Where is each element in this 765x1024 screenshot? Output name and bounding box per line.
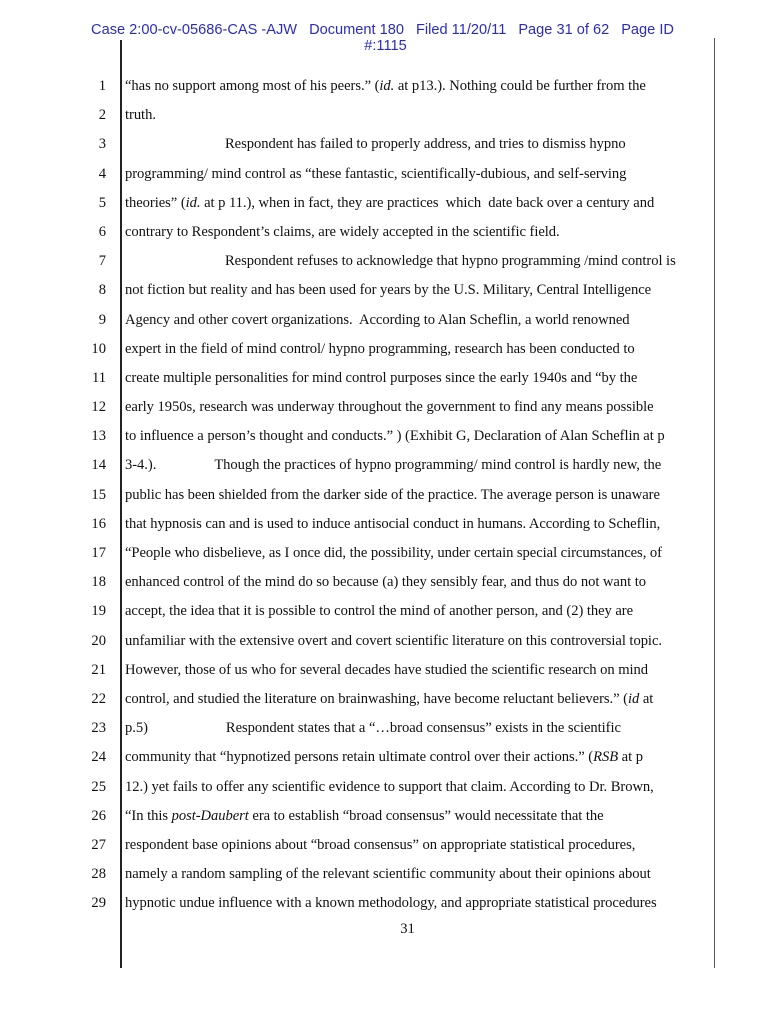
page-id-value: #:1115 <box>364 38 407 54</box>
text-segment: at p <box>618 749 643 766</box>
line-text <box>125 189 654 218</box>
line-text <box>125 831 635 860</box>
line-text <box>125 160 626 189</box>
line-number: 19 <box>91 603 106 620</box>
line-number: 26 <box>91 807 106 824</box>
line-text <box>125 130 626 159</box>
pleading-line <box>0 247 765 276</box>
italic-citation: post-Daubert <box>171 807 249 824</box>
text-segment: at p 11.), when in fact, they are practices which date back over a century and <box>200 194 655 211</box>
text-segment: that hypnosis can and is used to induce antisocial conduct in humans. According to Scheflin, <box>125 515 661 532</box>
pleading-body <box>0 72 765 918</box>
text-segment: namely a random sampling of the relevant scientific community about their opinions about <box>125 866 651 883</box>
line-number: 9 <box>98 311 106 328</box>
pleading-line <box>0 860 765 889</box>
text-segment: Respondent refuses to acknowledge that hypno programming /mind control is <box>225 253 676 270</box>
pleading-line <box>0 656 765 685</box>
line-number: 18 <box>91 574 106 591</box>
text-segment: programming/ mind control as “these fantastic, scientifically-dubious, and self-serving <box>125 165 627 182</box>
pleading-line <box>0 160 765 189</box>
text-segment: create multiple personalities for mind control purposes since the early 1940s and “by the <box>125 369 638 386</box>
text-segment: accept, the idea that it is possible to control the mind of another person, and (2) they are <box>125 603 634 620</box>
line-number: 22 <box>91 690 106 707</box>
pleading-line <box>0 743 765 772</box>
line-number: 11 <box>91 369 106 386</box>
line-text <box>125 773 654 802</box>
line-number: 1 <box>98 78 106 94</box>
pleading-line <box>0 568 765 597</box>
text-segment: at <box>639 690 654 707</box>
line-text <box>125 276 651 305</box>
line-text <box>125 101 156 130</box>
italic-citation: id. <box>379 78 395 94</box>
pleading-line <box>0 539 765 568</box>
page-of-pages: Page 31 of 62 <box>518 22 610 38</box>
case-number: Case 2:00-cv-05686-CAS -AJW <box>91 22 298 38</box>
case-filing-header <box>0 22 765 54</box>
line-text <box>125 743 643 772</box>
line-number: 10 <box>91 340 106 357</box>
line-number: 12 <box>91 399 106 416</box>
line-text <box>125 714 621 743</box>
text-segment: theories” ( <box>125 194 186 211</box>
line-number: 7 <box>98 253 106 270</box>
text-segment: control, and studied the literature on brainwashing, have become reluctant believers.” ( <box>125 690 628 707</box>
line-number: 24 <box>91 749 106 766</box>
pleading-line <box>0 802 765 831</box>
line-text <box>125 306 630 335</box>
line-text <box>125 393 654 422</box>
text-segment: era to establish “broad consensus” would necessitate that the <box>248 807 604 824</box>
line-text <box>125 335 635 364</box>
text-segment: at p13.). Nothing could be further from the <box>394 78 646 94</box>
line-number: 5 <box>98 194 106 211</box>
text-segment: 12.) yet fails to offer any scientific evidence to support that claim. According to Dr. Brown, <box>125 778 654 795</box>
text-segment: community that “hypnotized persons retain ultimate control over their actions.” ( <box>125 749 594 766</box>
line-text <box>125 218 560 247</box>
line-number: 2 <box>98 107 106 124</box>
line-number: 23 <box>91 720 106 737</box>
text-segment: contrary to Respondent’s claims, are widely accepted in the scientific field. <box>125 223 560 240</box>
pleading-line <box>0 306 765 335</box>
italic-citation: RSB <box>593 749 619 766</box>
line-text <box>125 860 651 889</box>
pleading-line <box>0 335 765 364</box>
pleading-line <box>0 714 765 743</box>
line-number: 21 <box>91 661 106 678</box>
pleading-line <box>0 276 765 305</box>
text-segment: 3-4.). <box>125 457 157 474</box>
line-text <box>125 802 604 831</box>
text-segment: Respondent has failed to properly address, and tries to dismiss hypno <box>225 136 626 153</box>
text-segment: “People who disbelieve, as I once did, the possibility, under certain special circumstances, of <box>125 545 662 561</box>
text-segment: truth. <box>125 107 156 124</box>
pleading-line <box>0 364 765 393</box>
pleading-line <box>0 422 765 451</box>
line-text <box>125 72 646 101</box>
header-line-1 <box>0 22 765 38</box>
italic-citation: id <box>627 690 640 707</box>
pleading-line <box>0 72 765 101</box>
line-number: 15 <box>91 486 106 503</box>
line-text <box>125 451 661 480</box>
pleading-line <box>0 627 765 656</box>
line-text <box>125 481 660 510</box>
text-segment: Respondent states that a “…broad consensus” exists in the scientific <box>225 720 621 737</box>
line-number: 8 <box>98 282 106 299</box>
text-segment: not fiction but reality and has been used for years by the U.S. Military, Central Intelligence <box>125 282 652 299</box>
line-number: 3 <box>98 136 106 153</box>
text-segment: Agency and other covert organizations. According to Alan Scheflin, a world renowned <box>125 311 630 328</box>
text-segment: hypnotic undue influence with a known methodology, and appropriate statistical procedures <box>125 895 657 912</box>
line-number: 4 <box>98 165 106 182</box>
line-number: 28 <box>91 866 106 883</box>
text-segment: expert in the field of mind control/ hypno programming, research has been conducted to <box>125 340 635 357</box>
pleading-line <box>0 451 765 480</box>
line-number: 14 <box>91 457 106 474</box>
line-number: 20 <box>91 632 106 649</box>
line-text <box>125 510 660 539</box>
pleading-line <box>0 218 765 247</box>
line-text <box>125 889 657 918</box>
line-text <box>125 539 662 568</box>
line-text <box>125 422 665 451</box>
pleading-line <box>0 101 765 130</box>
text-segment: public has been shielded from the darker side of the practice. The average person is unaware <box>125 486 660 503</box>
pleading-line <box>0 510 765 539</box>
pleading-line <box>0 393 765 422</box>
pleading-line <box>0 481 765 510</box>
line-number: 17 <box>91 545 106 561</box>
document-number: Document 180 <box>309 22 404 38</box>
line-text <box>125 597 633 626</box>
line-text <box>125 568 646 597</box>
line-text <box>125 364 637 393</box>
pleading-line <box>0 130 765 159</box>
text-segment: early 1950s, research was underway throughout the government to find any means possible <box>125 399 654 416</box>
text-segment: to influence a person’s thought and conducts.” ) (Exhibit G, Declaration of Alan Scheflin at p <box>125 428 665 445</box>
line-number: 16 <box>91 515 106 532</box>
line-text <box>125 656 648 685</box>
page-id-label: Page ID <box>621 22 674 38</box>
text-segment: Though the practices of hypno programming/ mind control is hardly new, the <box>214 457 662 474</box>
text-segment: enhanced control of the mind do so because (a) they sensibly fear, and thus do not want to <box>125 574 646 591</box>
pleading-line <box>0 685 765 714</box>
pleading-line <box>0 189 765 218</box>
line-number: 6 <box>98 223 106 240</box>
page-number: 31 <box>400 921 415 937</box>
line-text <box>125 685 653 714</box>
text-segment: p.5) <box>125 720 148 737</box>
pleading-line <box>0 597 765 626</box>
line-text <box>125 627 662 656</box>
text-segment: “has no support among most of his peers.” ( <box>125 78 380 94</box>
pleading-line <box>0 831 765 860</box>
pleading-line <box>0 773 765 802</box>
line-number: 29 <box>91 895 106 912</box>
text-segment: respondent base opinions about “broad consensus” on appropriate statistical procedures, <box>125 836 636 853</box>
text-segment: unfamiliar with the extensive overt and covert scientific literature on this controversial topic. <box>125 632 662 649</box>
text-segment: “In this <box>125 807 172 824</box>
pleading-line <box>0 889 765 918</box>
italic-citation: id. <box>185 194 201 211</box>
line-number: 13 <box>91 428 106 445</box>
filed-date: Filed 11/20/11 <box>415 22 507 38</box>
line-number: 27 <box>91 836 106 853</box>
text-segment: However, those of us who for several decades have studied the scientific research on mind <box>125 661 648 678</box>
line-text <box>125 247 676 276</box>
line-number: 25 <box>91 778 106 795</box>
